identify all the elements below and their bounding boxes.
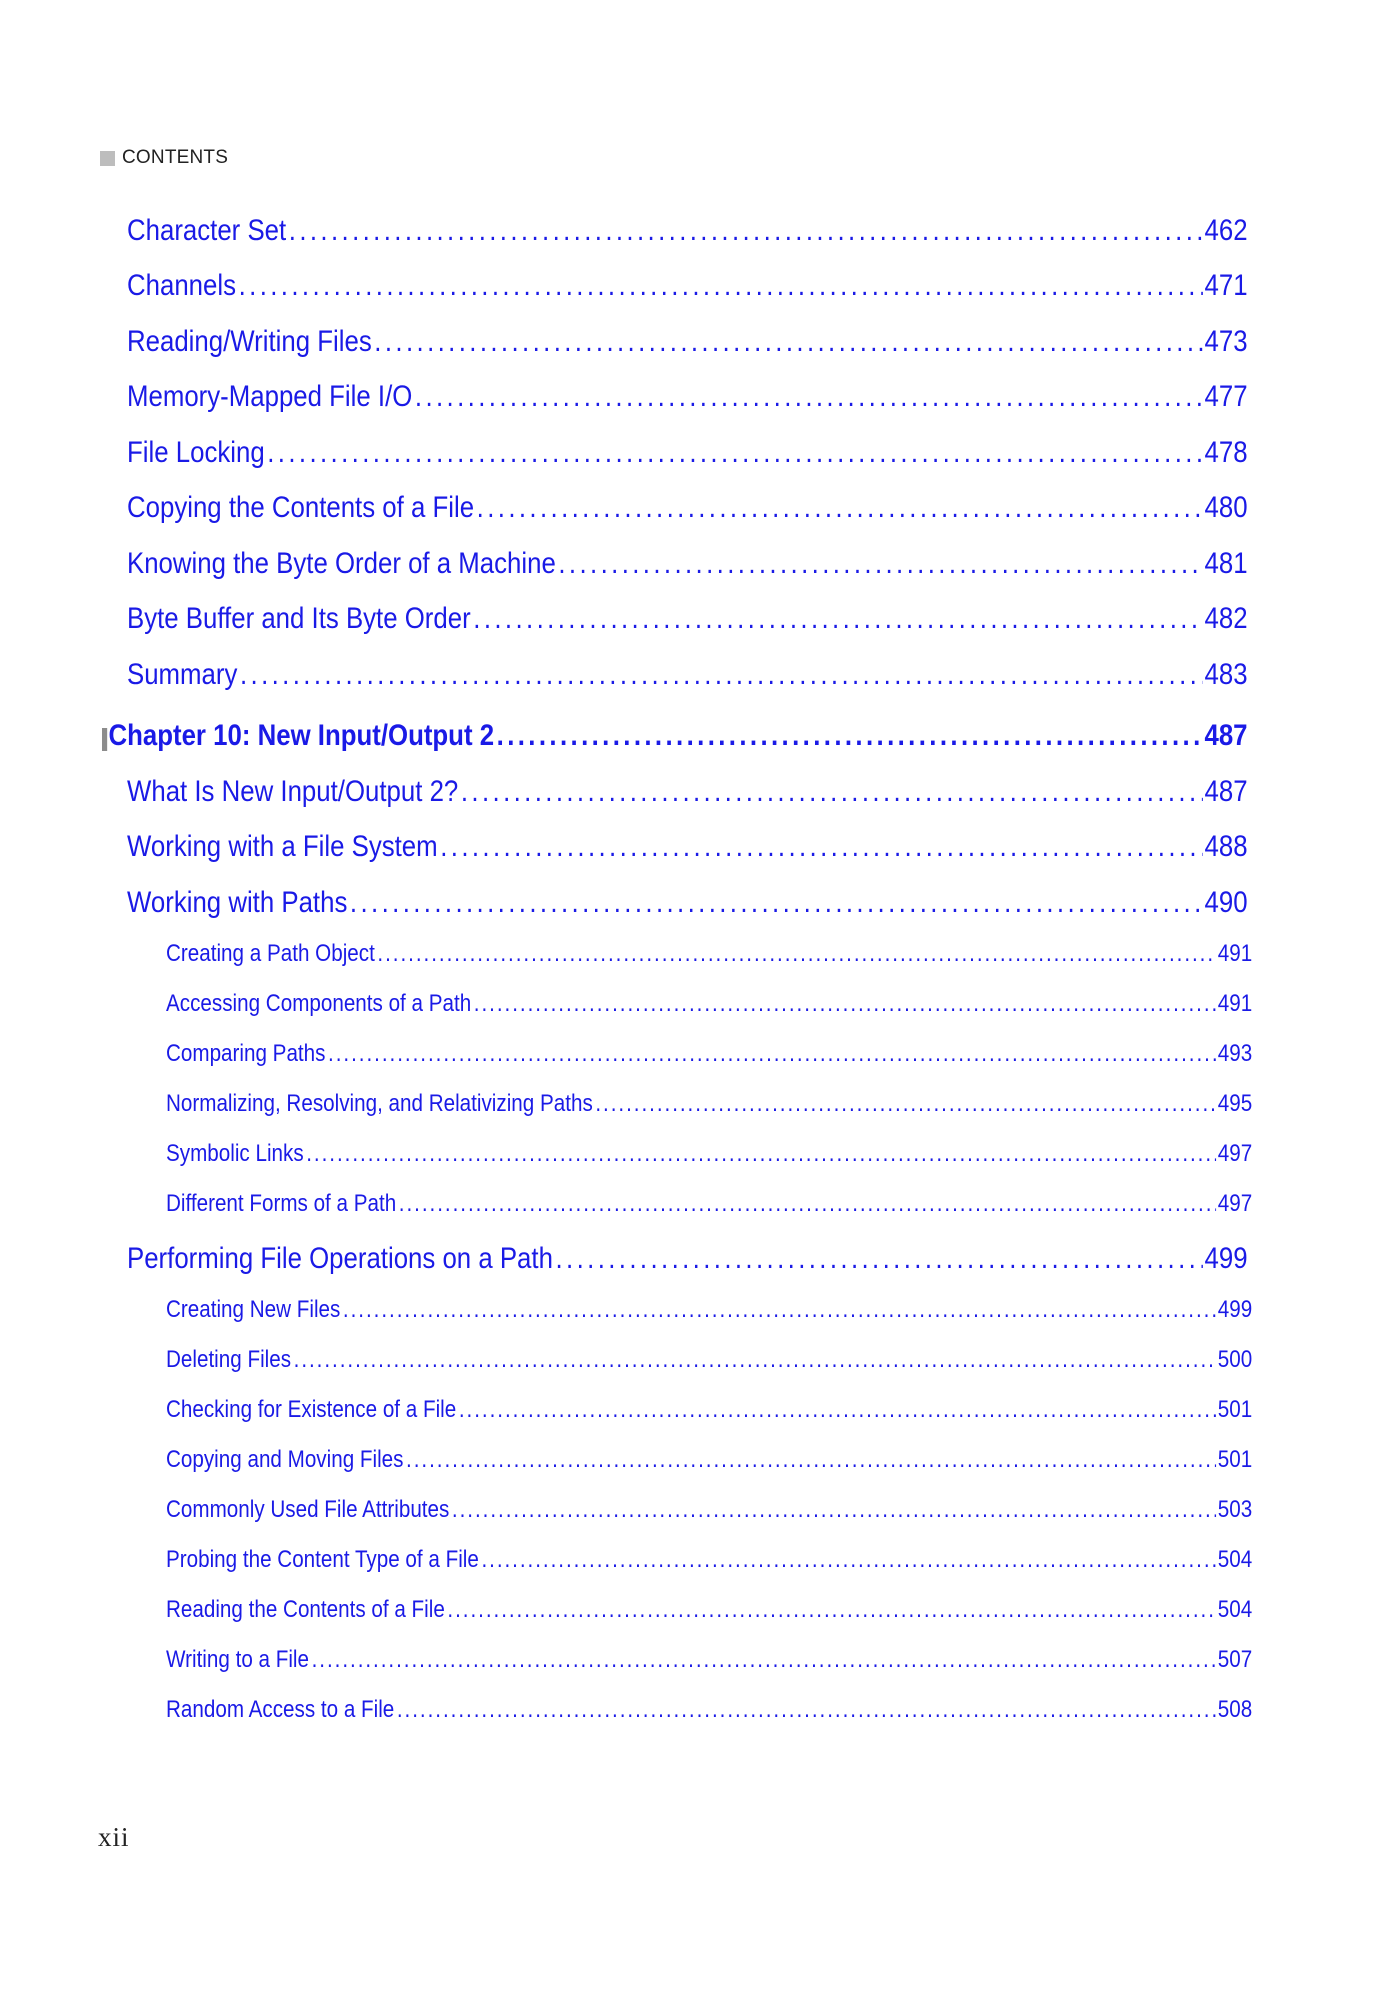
dot-leader <box>558 547 1202 581</box>
dot-leader <box>306 1140 1216 1168</box>
toc-subentry[interactable] <box>166 1396 1252 1428</box>
toc-entry-page: 473 <box>1204 325 1248 358</box>
toc-subentry[interactable] <box>166 1696 1252 1728</box>
toc-subentry[interactable] <box>166 1646 1252 1678</box>
toc-entry-title: What Is New Input/Output 2? <box>127 775 459 808</box>
toc-subentry-page: 495 <box>1217 1090 1253 1117</box>
toc-entry-page: 490 <box>1204 886 1248 919</box>
dot-leader <box>555 1242 1202 1276</box>
toc-subentry-title: Reading the Contents of a File <box>166 1596 445 1623</box>
running-head <box>100 147 228 169</box>
toc-entry[interactable] <box>127 1242 1248 1282</box>
dot-leader <box>328 1040 1216 1068</box>
toc-entry-title: Summary <box>127 658 238 691</box>
dot-leader <box>452 1496 1216 1524</box>
toc-subentry-page: 508 <box>1217 1696 1253 1723</box>
dot-leader <box>474 990 1216 1018</box>
toc-entry[interactable] <box>127 491 1248 531</box>
toc-subentry-title: Creating New Files <box>166 1296 341 1323</box>
dot-leader <box>477 491 1203 525</box>
toc-entry-title: Byte Buffer and Its Byte Order <box>127 602 471 635</box>
running-head-label: CONTENTS <box>122 147 229 168</box>
dot-leader <box>415 380 1203 414</box>
toc-subentry-page: 491 <box>1217 990 1253 1017</box>
toc-entry-title: Channels <box>127 269 237 302</box>
toc-entry-title: Reading/Writing Files <box>127 325 372 358</box>
dot-leader <box>312 1646 1216 1674</box>
toc-subentry-page: 499 <box>1217 1296 1253 1323</box>
toc-subentry[interactable] <box>166 1496 1252 1528</box>
toc-subentry[interactable] <box>166 990 1252 1022</box>
toc-subentry-title: Deleting Files <box>166 1346 292 1373</box>
toc-entry-page: 477 <box>1204 380 1248 413</box>
toc-subentry[interactable] <box>166 1190 1252 1222</box>
dot-leader <box>397 1696 1216 1724</box>
toc-subentry[interactable] <box>166 1346 1252 1378</box>
toc-entry[interactable] <box>127 602 1248 642</box>
toc-subentry[interactable] <box>166 1090 1252 1122</box>
toc-subentry-title: Accessing Components of a Path <box>166 990 472 1017</box>
toc-entry-title: Knowing the Byte Order of a Machine <box>127 547 556 580</box>
toc-subentry-page: 503 <box>1217 1496 1253 1523</box>
dot-leader <box>399 1190 1216 1218</box>
toc-subentry-title: Symbolic Links <box>166 1140 304 1167</box>
toc-entry-title: Performing File Operations on a Path <box>127 1242 553 1275</box>
dot-leader <box>294 1346 1216 1374</box>
toc-entry-page: 487 <box>1204 775 1248 808</box>
toc-subentry[interactable] <box>166 1140 1252 1172</box>
toc-entry-title: Working with Paths <box>127 886 348 919</box>
dot-leader <box>377 940 1216 968</box>
toc-subentry-title: Probing the Content Type of a File <box>166 1546 479 1573</box>
dot-leader <box>406 1446 1216 1474</box>
dot-leader <box>350 886 1203 920</box>
toc-subentry-title: Normalizing, Resolving, and Relativizing Paths <box>166 1090 593 1117</box>
dot-leader <box>240 658 1203 692</box>
toc-entry[interactable] <box>127 269 1248 309</box>
page-number: xii <box>98 1822 130 1852</box>
toc-chapter-page: 487 <box>1204 719 1248 752</box>
dot-leader <box>497 719 1203 753</box>
toc-entry[interactable] <box>127 436 1248 476</box>
toc-subentry-page: 500 <box>1217 1346 1253 1373</box>
toc-entry-page: 499 <box>1204 1242 1248 1275</box>
toc-subentry-page: 493 <box>1217 1040 1253 1067</box>
dot-leader <box>440 830 1203 864</box>
dot-leader <box>447 1596 1216 1624</box>
toc-subentry-title: Comparing Paths <box>166 1040 326 1067</box>
toc-entry-title: Working with a File System <box>127 830 438 863</box>
toc-entry[interactable] <box>127 886 1248 926</box>
toc-subentry-page: 501 <box>1217 1446 1253 1473</box>
toc-chapter-entry[interactable] <box>102 719 1248 759</box>
toc-subentry[interactable] <box>166 1546 1252 1578</box>
toc-entry-page: 483 <box>1204 658 1248 691</box>
toc-entry[interactable] <box>127 658 1248 698</box>
toc-subentry[interactable] <box>166 1296 1252 1328</box>
toc-entry-page: 481 <box>1204 547 1248 580</box>
toc-entry-page: 471 <box>1204 269 1248 302</box>
toc-subentry-page: 491 <box>1217 940 1253 967</box>
toc-subentry-page: 504 <box>1217 1546 1253 1573</box>
toc-entry[interactable] <box>127 547 1248 587</box>
dot-leader <box>481 1546 1216 1574</box>
toc-entry-page: 462 <box>1204 214 1248 247</box>
toc-entry[interactable] <box>127 214 1248 254</box>
toc-subentry-page: 497 <box>1217 1140 1253 1167</box>
dot-leader <box>289 214 1203 248</box>
toc-entry-page: 478 <box>1204 436 1248 469</box>
dot-leader <box>343 1296 1216 1324</box>
toc-subentry[interactable] <box>166 1040 1252 1072</box>
toc-subentry-title: Different Forms of a Path <box>166 1190 397 1217</box>
toc-entry-title: Copying the Contents of a File <box>127 491 475 524</box>
toc-entry[interactable] <box>127 830 1248 870</box>
toc-subentry-page: 504 <box>1217 1596 1253 1623</box>
toc-subentry[interactable] <box>166 1446 1252 1478</box>
toc-entry-page: 488 <box>1204 830 1248 863</box>
dot-leader <box>461 775 1203 809</box>
dot-leader <box>459 1396 1216 1424</box>
toc-entry-title: File Locking <box>127 436 265 469</box>
toc-entry-title: Character Set <box>127 214 287 247</box>
dot-leader <box>595 1090 1216 1118</box>
toc-entry[interactable] <box>127 325 1248 365</box>
toc-subentry-title: Commonly Used File Attributes <box>166 1496 450 1523</box>
toc-subentry-page: 501 <box>1217 1396 1253 1423</box>
toc-entry[interactable] <box>127 775 1248 815</box>
toc-entry-title: Memory-Mapped File I/O <box>127 380 413 413</box>
square-bullet-icon <box>102 728 107 751</box>
toc-chapter-title: Chapter 10: New Input/Output 2 <box>108 719 495 752</box>
toc-subentry-page: 497 <box>1217 1190 1253 1217</box>
dot-leader <box>239 269 1203 303</box>
toc-subentry[interactable] <box>166 940 1252 972</box>
toc-entry-page: 480 <box>1204 491 1248 524</box>
toc-subentry-title: Random Access to a File <box>166 1696 395 1723</box>
toc-subentry-title: Creating a Path Object <box>166 940 375 967</box>
toc-subentry-title: Copying and Moving Files <box>166 1446 404 1473</box>
toc-subentry[interactable] <box>166 1596 1252 1628</box>
square-bullet-icon <box>100 151 115 166</box>
toc-subentry-title: Checking for Existence of a File <box>166 1396 457 1423</box>
toc-entry-page: 482 <box>1204 602 1248 635</box>
toc-entry[interactable] <box>127 380 1248 420</box>
toc-subentry-page: 507 <box>1217 1646 1253 1673</box>
dot-leader <box>374 325 1203 359</box>
dot-leader <box>473 602 1203 636</box>
toc-subentry-title: Writing to a File <box>166 1646 310 1673</box>
dot-leader <box>267 436 1203 470</box>
